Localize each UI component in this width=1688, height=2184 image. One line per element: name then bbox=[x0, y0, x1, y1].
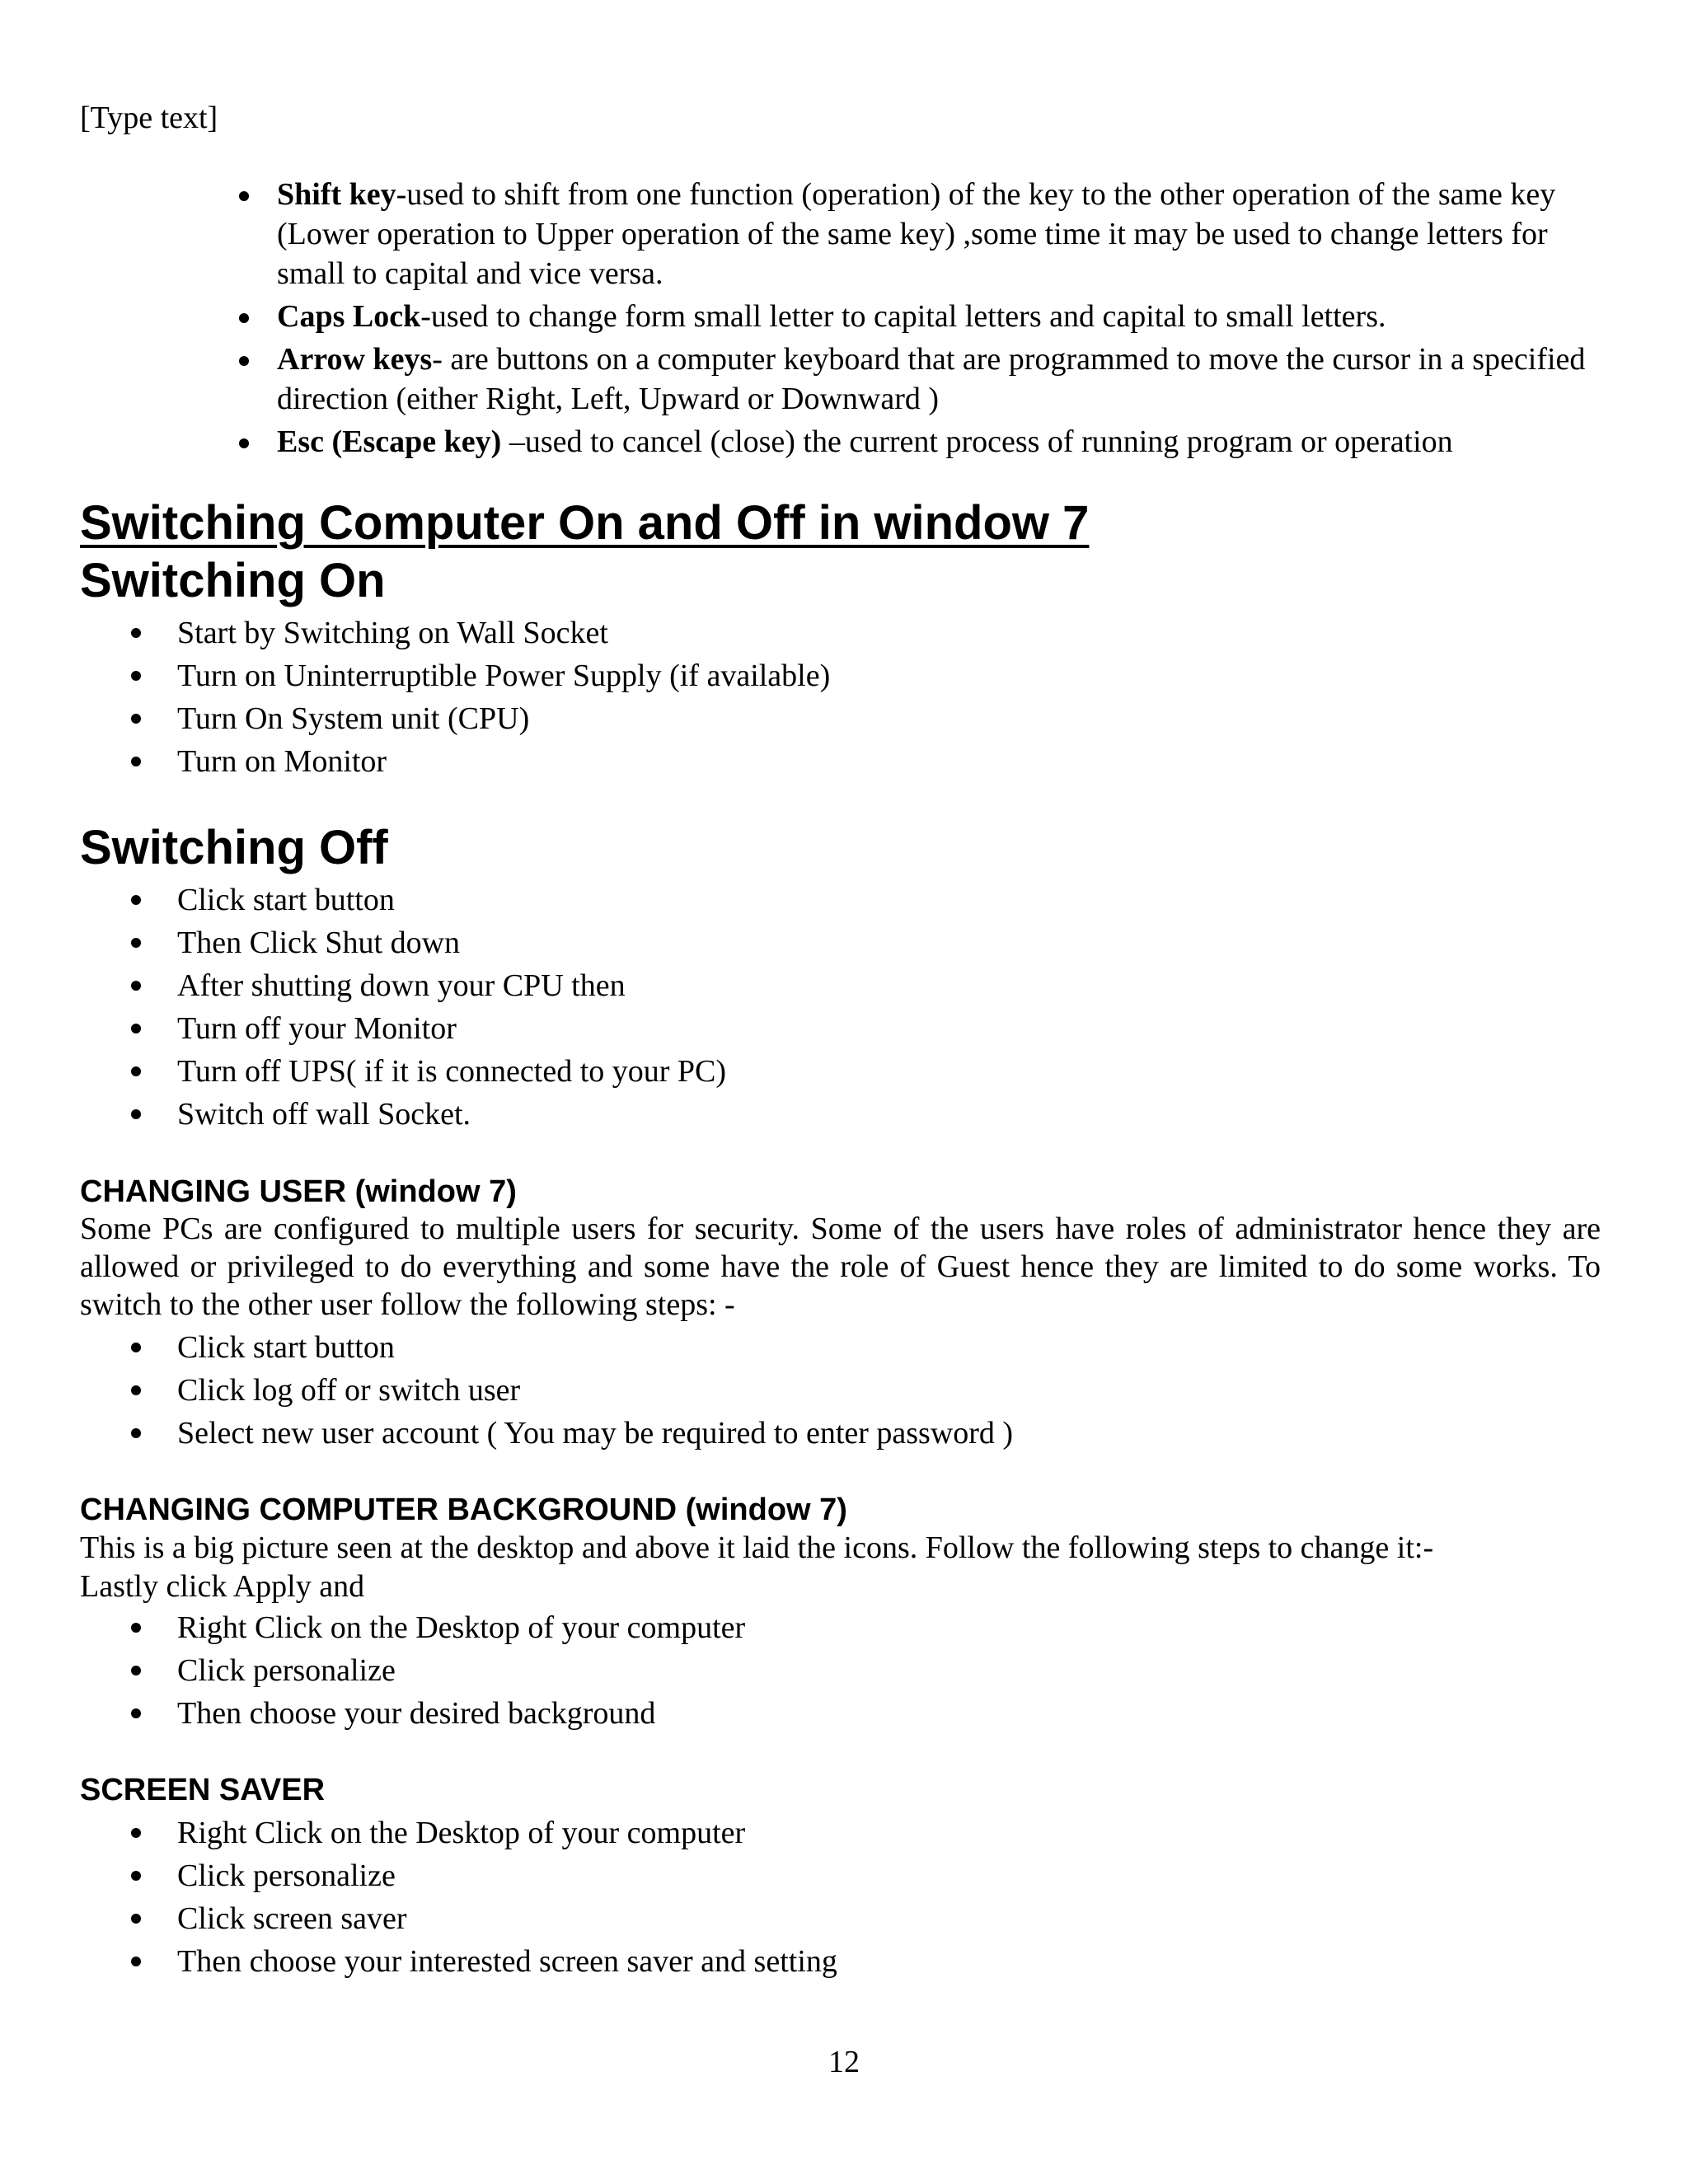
switching-on-list bbox=[177, 612, 1578, 783]
list-item: Turn on Monitor bbox=[177, 740, 1578, 783]
list-item bbox=[277, 175, 1596, 293]
bullet-icon bbox=[239, 313, 249, 323]
bullet-icon bbox=[239, 356, 249, 366]
list-item: Turn off UPS( if it is connected to your PC) bbox=[177, 1050, 1578, 1093]
list-item: Then choose your desired background bbox=[177, 1692, 1578, 1735]
bullet-icon bbox=[131, 1623, 141, 1633]
list-item: Start by Switching on Wall Socket bbox=[177, 612, 1578, 654]
list-item: Click screen saver bbox=[177, 1897, 1578, 1940]
list-item bbox=[277, 422, 1596, 462]
section-title: Switching Computer On and Off in window 7 bbox=[80, 496, 1090, 550]
changing-user-heading: CHANGING USER (window 7) bbox=[80, 1174, 517, 1209]
list-item: Right Click on the Desktop of your computer bbox=[177, 1606, 1578, 1649]
bullet-icon bbox=[131, 1828, 141, 1838]
list-item: Turn On System unit (CPU) bbox=[177, 697, 1578, 740]
bullet-icon bbox=[131, 938, 141, 948]
bullet-icon bbox=[131, 1666, 141, 1675]
bullet-icon bbox=[239, 438, 249, 448]
bullet-icon bbox=[131, 1957, 141, 1966]
header-placeholder: [Type text] bbox=[80, 101, 218, 135]
bullet-icon bbox=[131, 1871, 141, 1881]
screen-saver-heading: SCREEN SAVER bbox=[80, 1773, 326, 1807]
bullet-icon bbox=[131, 671, 141, 681]
key-term: Shift key bbox=[277, 177, 396, 212]
changing-background-paragraph: This is a big picture seen at the desktop and above it laid the icons. Follow the following steps to change it:- bbox=[80, 1530, 1434, 1565]
changing-background-paragraph-2: Lastly click Apply and bbox=[80, 1569, 365, 1604]
key-description: - are buttons on a computer keyboard that are programmed to move the cursor in a specified direction (either Right, Left, Upward or Downward ) bbox=[277, 342, 1586, 416]
bullet-icon bbox=[131, 895, 141, 905]
list-item: Turn off your Monitor bbox=[177, 1007, 1578, 1050]
list-item: Switch off wall Socket. bbox=[177, 1093, 1578, 1136]
switching-off-heading: Switching Off bbox=[80, 821, 388, 874]
list-item: Then choose your interested screen saver and setting bbox=[177, 1940, 1578, 1983]
key-term: Arrow keys bbox=[277, 342, 433, 377]
changing-user-list bbox=[177, 1326, 1578, 1455]
list-item bbox=[277, 297, 1596, 336]
bullet-icon bbox=[239, 191, 249, 201]
list-item: Select new user account ( You may be required to enter password ) bbox=[177, 1412, 1578, 1455]
list-item bbox=[277, 340, 1596, 419]
screen-saver-list bbox=[177, 1811, 1578, 1983]
bullet-icon bbox=[131, 1428, 141, 1438]
switching-off-list bbox=[177, 879, 1578, 1136]
bullet-icon bbox=[131, 714, 141, 724]
key-description: –used to cancel (close) the current process of running program or operation bbox=[501, 424, 1453, 459]
keyboard-keys-list bbox=[277, 175, 1596, 465]
bullet-icon bbox=[131, 1385, 141, 1395]
bullet-icon bbox=[131, 1914, 141, 1924]
bullet-icon bbox=[131, 757, 141, 766]
bullet-icon bbox=[131, 1066, 141, 1076]
changing-background-list bbox=[177, 1606, 1578, 1735]
changing-user-paragraph: Some PCs are configured to multiple users for security. Some of the users have roles of administrator hence they are allowed or privileged to do everything and some have the role of Guest hence they are limited to do some works. To switch to the other user follow the following steps: - bbox=[80, 1212, 1601, 1322]
list-item: Then Click Shut down bbox=[177, 921, 1578, 964]
bullet-icon bbox=[131, 1109, 141, 1119]
bullet-icon bbox=[131, 1024, 141, 1033]
changing-background-heading: CHANGING COMPUTER BACKGROUND (window 7) bbox=[80, 1493, 847, 1527]
list-item: Click log off or switch user bbox=[177, 1369, 1578, 1412]
key-description: -used to shift from one function (operation) of the key to the other operation of the same key (Lower operation to Upper operation of the same key) ,some time it may be used to change letters for small to capital and vice versa. bbox=[277, 177, 1556, 291]
list-item: Click personalize bbox=[177, 1854, 1578, 1897]
list-item: Turn on Uninterruptible Power Supply (if available) bbox=[177, 654, 1578, 697]
switching-on-heading: Switching On bbox=[80, 554, 386, 607]
list-item: After shutting down your CPU then bbox=[177, 964, 1578, 1007]
list-item: Right Click on the Desktop of your computer bbox=[177, 1811, 1578, 1854]
list-item: Click start button bbox=[177, 879, 1578, 921]
list-item: Click personalize bbox=[177, 1649, 1578, 1692]
key-description: -used to change form small letter to capital letters and capital to small letters. bbox=[420, 299, 1386, 334]
bullet-icon bbox=[131, 981, 141, 991]
key-term: Esc (Escape key) bbox=[277, 424, 502, 459]
bullet-icon bbox=[131, 1708, 141, 1718]
list-item: Click start button bbox=[177, 1326, 1578, 1369]
bullet-icon bbox=[131, 628, 141, 638]
page-number: 12 bbox=[828, 2045, 860, 2079]
bullet-icon bbox=[131, 1343, 141, 1352]
key-term: Caps Lock bbox=[277, 299, 421, 334]
